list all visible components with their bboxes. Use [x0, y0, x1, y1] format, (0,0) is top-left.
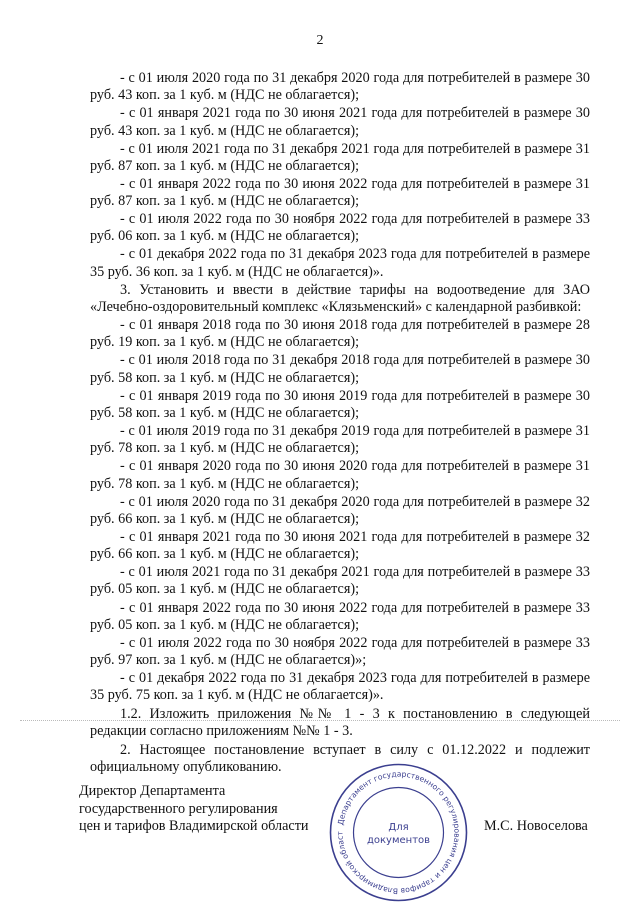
- tariff-line: - с 01 января 2018 года по 30 июня 2018 года для потребителей в размере 28 руб. 19 коп. за 1 куб. м (НДС не облагается);: [90, 317, 590, 351]
- tariff-line: - с 01 июля 2022 года по 30 ноября 2022 года для потребителей в размере 33 руб. 06 коп. за 1 куб. м (НДС не облагается);: [90, 211, 590, 245]
- tariff-line: - с 01 июля 2021 года по 31 декабря 2021 года для потребителей в размере 31 руб. 87 коп. за 1 куб. м (НДС не облагается);: [90, 140, 590, 174]
- tariff-line: - с 01 января 2021 года по 30 июня 2021 года для потребителей в размере 30 руб. 43 коп. за 1 куб. м (НДС не облагается);: [90, 105, 590, 139]
- tariff-line: - с 01 декабря 2022 года по 31 декабря 2023 года для потребителей в размере 35 руб. 75 коп. за 1 куб. м (НДС не облагается)».: [90, 670, 590, 704]
- document-body: [90, 70, 590, 777]
- tariff-line: - с 01 января 2020 года по 30 июня 2020 года для потребителей в размере 31 руб. 78 коп. за 1 куб. м (НДС не облагается);: [90, 458, 590, 492]
- stamp-center-line-2: документов: [366, 835, 431, 846]
- official-stamp: [326, 760, 471, 905]
- tariff-line: - с 01 января 2022 года по 30 июня 2022 года для потребителей в размере 33 руб. 05 коп. за 1 куб. м (НДС не облагается);: [90, 599, 590, 633]
- page-number: 2: [316, 33, 324, 48]
- tariff-line: - с 01 июля 2019 года по 31 декабря 2019 года для потребителей в размере 31 руб. 78 коп. за 1 куб. м (НДС не облагается);: [90, 423, 590, 457]
- tariff-line: - с 01 января 2019 года по 30 июня 2019 года для потребителей в размере 30 руб. 58 коп. за 1 куб. м (НДС не облагается);: [90, 387, 590, 421]
- clause-2: 2. Настоящее постановление вступает в силу с 01.12.2022 и подлежит официальному опубликованию.: [90, 741, 590, 776]
- tariff-line: - с 01 июля 2020 года по 31 декабря 2020 года для потребителей в размере 30 руб. 43 коп. за 1 куб. м (НДС не облагается);: [90, 70, 590, 104]
- signatory-title-line: государственного регулирования: [79, 800, 278, 817]
- clause-1-2: 1.2. Изложить приложения №№ 1 - 3 к постановлению в следующей редакции согласно приложениям №№ 1 - 3.: [90, 705, 590, 739]
- stamp-center-line-1: Для: [388, 822, 409, 833]
- signatory-title-line: цен и тарифов Владимирской области: [79, 818, 309, 834]
- scan-dotted-line: [20, 720, 620, 721]
- tariff-line: - с 01 декабря 2022 года по 31 декабря 2023 года для потребителей в размере 35 руб. 36 коп. за 1 куб. м (НДС не облагается)».: [90, 246, 590, 280]
- tariff-line: - с 01 января 2021 года по 30 июня 2021 года для потребителей в размере 32 руб. 66 коп. за 1 куб. м (НДС не облагается);: [90, 528, 590, 563]
- tariff-line: - с 01 июля 2020 года по 31 декабря 2020 года для потребителей в размере 32 руб. 66 коп. за 1 куб. м (НДС не облагается);: [90, 493, 590, 527]
- tariff-line: - с 01 июля 2018 года по 31 декабря 2018 года для потребителей в размере 30 руб. 58 коп. за 1 куб. м (НДС не облагается);: [90, 352, 590, 386]
- signatory-title-line: Директор Департамента: [79, 783, 226, 799]
- tariff-line: - с 01 июля 2021 года по 31 декабря 2021 года для потребителей в размере 33 руб. 05 коп. за 1 куб. м (НДС не облагается);: [90, 564, 590, 598]
- clause-3: 3. Установить и ввести в действие тарифы на водоотведение для ЗАО «Лечебно-оздоровительный комплекс «Клязьменский» с календарной разбивкой:: [90, 281, 590, 316]
- stamp-ring-text: Департамент государственного регулирования цен и тарифов Владимирской област: [335, 769, 462, 896]
- tariff-line: - с 01 июля 2022 года по 30 ноября 2022 года для потребителей в размере 33 руб. 97 коп. за 1 куб. м (НДС не облагается)»;: [90, 634, 590, 669]
- tariff-line: - с 01 января 2022 года по 30 июня 2022 года для потребителей в размере 31 руб. 87 коп. за 1 куб. м (НДС не облагается);: [90, 175, 590, 210]
- signatory-name: М.С. Новоселова: [484, 818, 588, 834]
- signatory-title: [79, 783, 319, 836]
